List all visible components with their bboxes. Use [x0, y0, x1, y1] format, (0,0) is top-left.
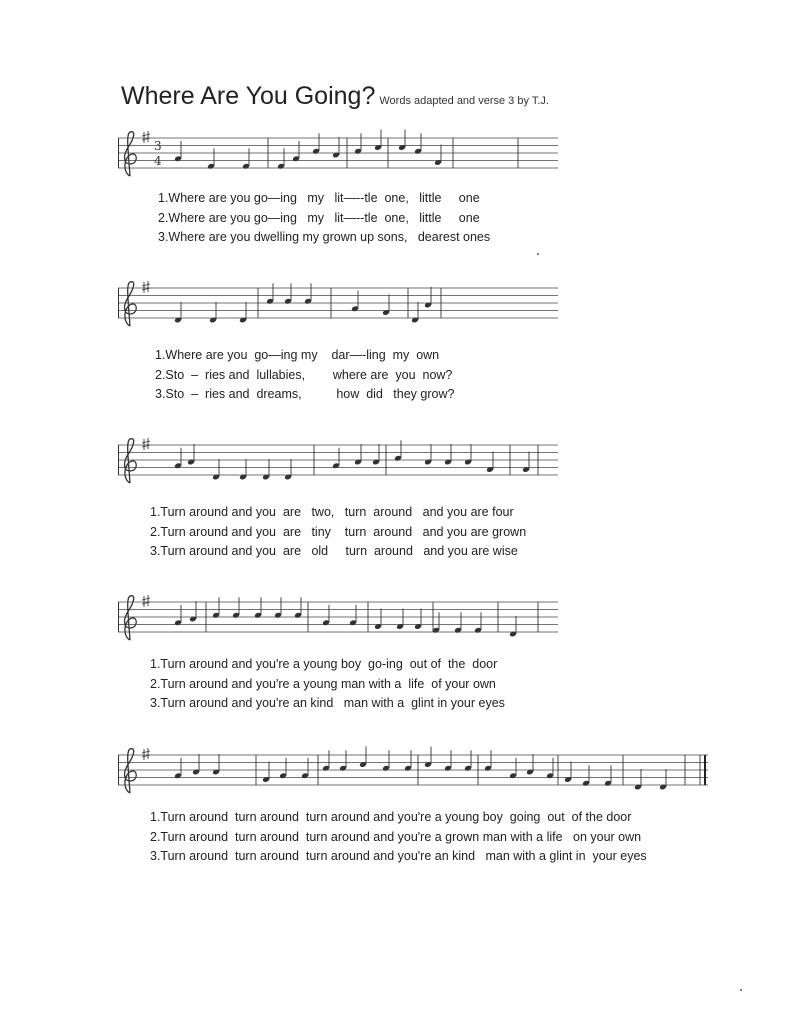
note-head [277, 148, 285, 169]
scan-speck [537, 253, 539, 255]
lyric-line-3: 3.Turn around and you're an kind man with a glint in your eyes [150, 696, 505, 710]
note-head [174, 605, 182, 626]
time-signature-top: 3 [154, 139, 162, 153]
staff-system-4 [118, 592, 558, 656]
lyrics-system-2 [155, 346, 454, 405]
lyric-line-3: 3.Turn around and you are old turn around and you are wise [150, 544, 518, 558]
note-head [292, 141, 300, 162]
note-head [444, 750, 452, 771]
note-head [546, 758, 554, 779]
note-head [359, 747, 367, 768]
lyric-line-3: 3.Where are you dwelling my grown up sons, dearest ones [158, 230, 491, 244]
staff-system-1 [118, 128, 558, 192]
note-head [284, 283, 292, 304]
lyric-line-2: 2.Turn around and you're a young man with a life of your own [150, 676, 496, 691]
note-head [332, 448, 340, 469]
lyrics-system-5 [150, 808, 647, 867]
staff-drawing [118, 278, 558, 342]
note-head [312, 133, 320, 154]
note-head [444, 444, 452, 465]
note-head [209, 302, 217, 323]
note-head [349, 605, 357, 626]
note-head [404, 750, 412, 771]
lyrics-system-4 [150, 655, 505, 714]
note-head [187, 444, 195, 465]
note-head [354, 133, 362, 154]
note-head [279, 758, 287, 779]
note-head [262, 459, 270, 480]
note-head [398, 130, 406, 151]
note-head [284, 459, 292, 480]
note-head [207, 148, 215, 169]
note-head [301, 758, 309, 779]
note-head [484, 750, 492, 771]
note-head [414, 133, 422, 154]
note-head [212, 459, 220, 480]
note-head [274, 597, 282, 618]
note-head [339, 750, 347, 771]
note-head [526, 754, 534, 775]
note-head [322, 750, 330, 771]
note-head [464, 750, 472, 771]
note-head [266, 283, 274, 304]
note-head [354, 444, 362, 465]
note-head [509, 616, 517, 637]
lyric-line-2: 2.Where are you go—ing my lit—--tle one, little one [158, 210, 480, 225]
staff-system-2 [118, 278, 558, 342]
note-head [434, 145, 442, 166]
sharp-icon [142, 281, 150, 293]
note-head [374, 609, 382, 630]
lyric-line-2: 2.Turn around and you are tiny turn around and you are grown [150, 524, 527, 539]
note-head [454, 612, 462, 633]
note-head [396, 609, 404, 630]
lyric-line-3: 3.Turn around turn around turn around and you're an kind man with a glint in your eyes [150, 849, 647, 863]
credit-text: Words adapted and verse 3 by T.J. [379, 95, 549, 107]
note-head [294, 597, 302, 618]
note-head [509, 758, 517, 779]
note-head [192, 754, 200, 775]
note-head [372, 444, 380, 465]
song-title: Where Are You Going? [121, 82, 376, 110]
note-head [634, 769, 642, 790]
note-head [604, 765, 612, 786]
title-row [121, 82, 549, 111]
lyrics-system-3 [150, 503, 526, 562]
note-head [582, 765, 590, 786]
lyric-line-1: 1.Turn around and you're a young boy go-ing out of the door [150, 657, 498, 671]
note-head [411, 302, 419, 323]
sharp-icon [142, 438, 150, 450]
lyric-line-2: 2.Sto – ries and lullabies, where are you now? [155, 367, 453, 382]
note-head [174, 758, 182, 779]
lyric-line-3: 3.Sto – ries and dreams, how did they grow? [155, 387, 455, 401]
lyric-line-1: 1.Where are you go—ing my dar—-ling my own [155, 348, 440, 362]
sharp-icon [142, 131, 150, 143]
note-head [382, 295, 390, 316]
sharp-icon [142, 748, 150, 760]
note-head [474, 612, 482, 633]
sharp-icon [142, 595, 150, 607]
note-head [424, 444, 432, 465]
note-head [262, 762, 270, 783]
note-head [394, 440, 402, 461]
note-head [239, 459, 247, 480]
note-head [424, 287, 432, 308]
note-head [212, 754, 220, 775]
note-head [239, 302, 247, 323]
lyric-line-1: 1.Turn around turn around turn around and you're a young boy going out of the door [150, 810, 632, 824]
staff-drawing [118, 128, 558, 192]
staff-system-3 [118, 435, 558, 499]
staff-drawing [118, 745, 708, 809]
lyrics-system-1 [158, 189, 490, 248]
note-head [322, 605, 330, 626]
note-head [174, 141, 182, 162]
note-head [242, 148, 250, 169]
note-head [332, 137, 340, 158]
note-head [174, 448, 182, 469]
note-head [564, 762, 572, 783]
lyric-line-1: 1.Where are you go—ing my lit—--tle one, little one [158, 191, 480, 205]
scan-speck [740, 989, 742, 991]
staff-drawing [118, 435, 558, 499]
lyric-line-2: 2.Turn around turn around turn around and you're a grown man with a life on your own [150, 829, 642, 844]
note-head [414, 609, 422, 630]
note-head [232, 597, 240, 618]
note-head [374, 130, 382, 151]
staff-drawing [118, 592, 558, 656]
note-head [174, 302, 182, 323]
note-head [659, 769, 667, 790]
note-head [304, 283, 312, 304]
note-head [522, 452, 530, 473]
note-head [189, 601, 197, 622]
staff-system-5 [118, 745, 708, 809]
note-head [424, 747, 432, 768]
note-head [212, 597, 220, 618]
note-head [254, 597, 262, 618]
note-head [351, 291, 359, 312]
time-signature-bottom: 4 [154, 154, 162, 168]
note-head [486, 452, 494, 473]
lyric-line-1: 1.Turn around and you are two, turn around and you are four [150, 505, 514, 519]
note-head [464, 444, 472, 465]
note-head [382, 750, 390, 771]
